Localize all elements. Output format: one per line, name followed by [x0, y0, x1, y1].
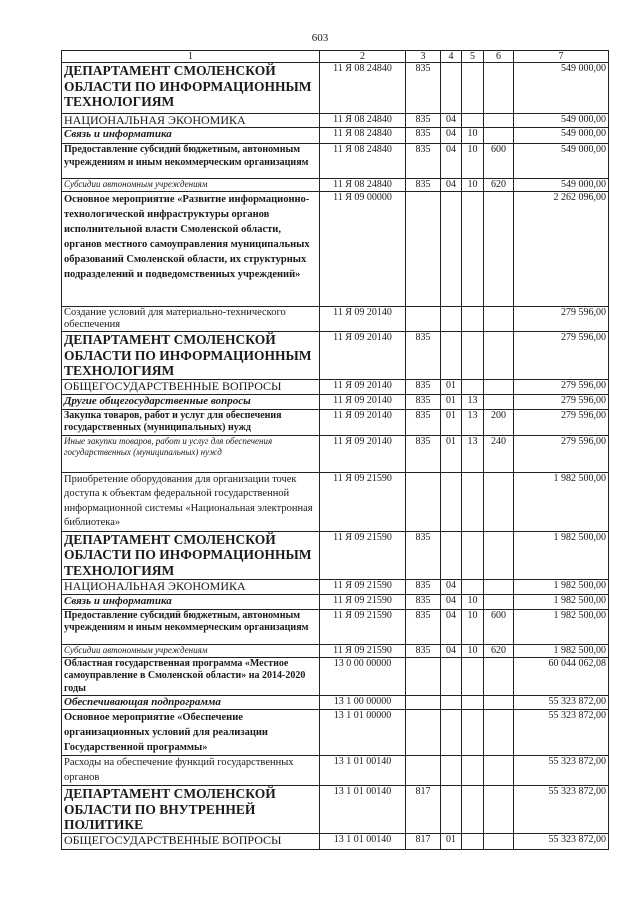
dept-code: 835: [406, 579, 441, 594]
row-name: НАЦИОНАЛЬНАЯ ЭКОНОМИКА: [62, 114, 320, 128]
dept-code: 835: [406, 379, 441, 394]
row-name: Предоставление субсидий бюджетным, автономным учреждениям и иным некоммерческим организациям: [62, 609, 320, 644]
row-name: Расходы на обеспечение функций государственных органов: [62, 756, 320, 786]
table-row: [62, 756, 609, 786]
target-code: 11 Я 08 24840: [320, 128, 406, 144]
target-code: 11 Я 09 21590: [320, 644, 406, 657]
row-name: ДЕПАРТАМЕНТ СМОЛЕНСКОЙ ОБЛАСТИ ПО ИНФОРМАЦИОННЫМ ТЕХНОЛОГИЯМ: [62, 332, 320, 380]
expense-type-code: [484, 63, 514, 114]
subsection-code: 13: [462, 409, 484, 435]
header-cell-2: 2: [320, 51, 406, 63]
amount: 279 596,00: [514, 379, 609, 394]
table-row: [62, 472, 609, 531]
expense-type-code: [484, 192, 514, 307]
table-row: [62, 332, 609, 380]
subsection-code: 10: [462, 594, 484, 609]
dept-code: [406, 307, 441, 332]
target-code: 11 Я 09 21590: [320, 531, 406, 579]
table-row: [62, 579, 609, 594]
dept-code: 835: [406, 128, 441, 144]
section-code: 04: [441, 144, 462, 179]
row-name: Областная государственная программа «Местное самоуправление в Смоленской области» на 2014-2020 годы: [62, 657, 320, 696]
amount: 55 323 872,00: [514, 696, 609, 710]
header-cell-1: 1: [62, 51, 320, 63]
amount: 55 323 872,00: [514, 756, 609, 786]
section-code: [441, 531, 462, 579]
table-row: [62, 179, 609, 192]
dept-code: 835: [406, 332, 441, 380]
amount: 279 596,00: [514, 394, 609, 409]
amount: 549 000,00: [514, 128, 609, 144]
target-code: 11 Я 09 21590: [320, 594, 406, 609]
amount: 55 323 872,00: [514, 710, 609, 756]
target-code: 13 1 00 00000: [320, 696, 406, 710]
amount: 549 000,00: [514, 114, 609, 128]
row-name: Связь и информатика: [62, 128, 320, 144]
section-code: 04: [441, 114, 462, 128]
section-code: [441, 786, 462, 834]
target-code: 11 Я 08 24840: [320, 63, 406, 114]
expense-type-code: [484, 531, 514, 579]
table-row: [62, 128, 609, 144]
section-code: [441, 332, 462, 380]
amount: 1 982 500,00: [514, 531, 609, 579]
amount: 549 000,00: [514, 144, 609, 179]
table-row: [62, 435, 609, 472]
dept-code: 817: [406, 833, 441, 849]
row-name: Закупка товаров, работ и услуг для обеспечения государственных (муниципальных) нужд: [62, 409, 320, 435]
dept-code: 817: [406, 786, 441, 834]
expense-type-code: [484, 379, 514, 394]
target-code: 11 Я 09 20140: [320, 409, 406, 435]
row-name: НАЦИОНАЛЬНАЯ ЭКОНОМИКА: [62, 579, 320, 594]
target-code: 13 1 01 00140: [320, 756, 406, 786]
expense-type-code: [484, 657, 514, 696]
row-name: ДЕПАРТАМЕНТ СМОЛЕНСКОЙ ОБЛАСТИ ПО ВНУТРЕННЕЙ ПОЛИТИКЕ: [62, 786, 320, 834]
subsection-code: [462, 833, 484, 849]
expense-type-code: 600: [484, 609, 514, 644]
expense-type-code: [484, 594, 514, 609]
amount: 1 982 500,00: [514, 644, 609, 657]
row-name: Создание условий для материально-технического обеспечения: [62, 307, 320, 332]
subsection-code: [462, 472, 484, 531]
section-code: 04: [441, 579, 462, 594]
target-code: 13 0 00 00000: [320, 657, 406, 696]
row-name: Другие общегосударственные вопросы: [62, 394, 320, 409]
expense-type-code: [484, 756, 514, 786]
row-name: ОБЩЕГОСУДАРСТВЕННЫЕ ВОПРОСЫ: [62, 379, 320, 394]
header-cell-7: 7: [514, 51, 609, 63]
dept-code: 835: [406, 435, 441, 472]
dept-code: 835: [406, 144, 441, 179]
subsection-code: [462, 786, 484, 834]
table-row: [62, 409, 609, 435]
budget-table: [61, 50, 609, 850]
subsection-code: 10: [462, 644, 484, 657]
section-code: 01: [441, 379, 462, 394]
expense-type-code: [484, 307, 514, 332]
section-code: [441, 472, 462, 531]
amount: 1 982 500,00: [514, 594, 609, 609]
row-name: Субсидии автономным учреждениям: [62, 644, 320, 657]
section-code: 04: [441, 594, 462, 609]
table-row: [62, 307, 609, 332]
amount: 549 000,00: [514, 179, 609, 192]
row-name: Иные закупки товаров, работ и услуг для обеспечения государственных (муниципальных) нужд: [62, 435, 320, 472]
table-row: [62, 833, 609, 849]
target-code: 13 1 01 00140: [320, 833, 406, 849]
target-code: 11 Я 08 24840: [320, 144, 406, 179]
target-code: 13 1 01 00000: [320, 710, 406, 756]
dept-code: 835: [406, 644, 441, 657]
subsection-code: [462, 696, 484, 710]
expense-type-code: [484, 710, 514, 756]
expense-type-code: [484, 128, 514, 144]
amount: 279 596,00: [514, 409, 609, 435]
table-row: [62, 394, 609, 409]
table-row: [62, 192, 609, 307]
amount: 1 982 500,00: [514, 579, 609, 594]
subsection-code: 10: [462, 144, 484, 179]
section-code: [441, 192, 462, 307]
row-name: ДЕПАРТАМЕНТ СМОЛЕНСКОЙ ОБЛАСТИ ПО ИНФОРМАЦИОННЫМ ТЕХНОЛОГИЯМ: [62, 63, 320, 114]
expense-type-code: [484, 786, 514, 834]
table-row: [62, 379, 609, 394]
amount: 55 323 872,00: [514, 833, 609, 849]
target-code: 11 Я 09 20140: [320, 379, 406, 394]
section-code: 04: [441, 609, 462, 644]
dept-code: [406, 657, 441, 696]
budget-table-body: [62, 51, 609, 850]
expense-type-code: 240: [484, 435, 514, 472]
expense-type-code: [484, 833, 514, 849]
section-code: [441, 756, 462, 786]
subsection-code: 10: [462, 179, 484, 192]
target-code: 11 Я 08 24840: [320, 179, 406, 192]
target-code: 11 Я 09 20140: [320, 394, 406, 409]
table-row: [62, 114, 609, 128]
subsection-code: [462, 710, 484, 756]
row-name: Предоставление субсидий бюджетным, автономным учреждениям и иным некоммерческим организациям: [62, 144, 320, 179]
section-code: 04: [441, 128, 462, 144]
expense-type-code: 200: [484, 409, 514, 435]
amount: 55 323 872,00: [514, 786, 609, 834]
dept-code: [406, 696, 441, 710]
row-name: ДЕПАРТАМЕНТ СМОЛЕНСКОЙ ОБЛАСТИ ПО ИНФОРМАЦИОННЫМ ТЕХНОЛОГИЯМ: [62, 531, 320, 579]
row-name: Основное мероприятие «Обеспечение организационных условий для реализации Государственной программы»: [62, 710, 320, 756]
target-code: 11 Я 09 20140: [320, 307, 406, 332]
subsection-code: [462, 307, 484, 332]
dept-code: 835: [406, 609, 441, 644]
subsection-code: [462, 332, 484, 380]
dept-code: [406, 472, 441, 531]
expense-type-code: [484, 114, 514, 128]
section-code: [441, 657, 462, 696]
subsection-code: 10: [462, 128, 484, 144]
table-row: [62, 594, 609, 609]
subsection-code: [462, 192, 484, 307]
amount: 279 596,00: [514, 307, 609, 332]
subsection-code: [462, 756, 484, 786]
expense-type-code: [484, 472, 514, 531]
target-code: 11 Я 09 20140: [320, 332, 406, 380]
header-cell-5: 5: [462, 51, 484, 63]
section-code: [441, 307, 462, 332]
subsection-code: 13: [462, 394, 484, 409]
expense-type-code: 600: [484, 144, 514, 179]
dept-code: [406, 710, 441, 756]
dept-code: [406, 192, 441, 307]
amount: 279 596,00: [514, 332, 609, 380]
amount: 1 982 500,00: [514, 609, 609, 644]
table-row: [62, 63, 609, 114]
subsection-code: [462, 114, 484, 128]
dept-code: 835: [406, 63, 441, 114]
table-row: [62, 710, 609, 756]
target-code: 11 Я 09 21590: [320, 609, 406, 644]
header-cell-6: 6: [484, 51, 514, 63]
expense-type-code: 620: [484, 179, 514, 192]
target-code: 11 Я 09 21590: [320, 579, 406, 594]
expense-type-code: [484, 696, 514, 710]
section-code: 01: [441, 435, 462, 472]
amount: 279 596,00: [514, 435, 609, 472]
row-name: ОБЩЕГОСУДАРСТВЕННЫЕ ВОПРОСЫ: [62, 833, 320, 849]
dept-code: 835: [406, 114, 441, 128]
expense-type-code: [484, 394, 514, 409]
dept-code: 835: [406, 179, 441, 192]
dept-code: 835: [406, 531, 441, 579]
section-code: 01: [441, 833, 462, 849]
subsection-code: [462, 579, 484, 594]
section-code: 04: [441, 179, 462, 192]
row-name: Приобретение оборудования для организации точек доступа к объектам федеральной государственной информационной системы «Национальная электронная библиотека»: [62, 472, 320, 531]
target-code: 11 Я 09 21590: [320, 472, 406, 531]
section-code: 01: [441, 409, 462, 435]
section-code: [441, 710, 462, 756]
dept-code: [406, 756, 441, 786]
dept-code: 835: [406, 594, 441, 609]
page-number: 603: [311, 32, 329, 44]
target-code: 11 Я 08 24840: [320, 114, 406, 128]
amount: 549 000,00: [514, 63, 609, 114]
section-code: [441, 696, 462, 710]
table-row: [62, 531, 609, 579]
amount: 60 044 062,08: [514, 657, 609, 696]
subsection-code: [462, 657, 484, 696]
subsection-code: 10: [462, 609, 484, 644]
section-code: [441, 63, 462, 114]
target-code: 11 Я 09 20140: [320, 435, 406, 472]
table-row: [62, 696, 609, 710]
subsection-code: 13: [462, 435, 484, 472]
table-row: [62, 644, 609, 657]
dept-code: 835: [406, 409, 441, 435]
table-row: [62, 144, 609, 179]
amount: 2 262 096,00: [514, 192, 609, 307]
subsection-code: [462, 63, 484, 114]
expense-type-code: [484, 579, 514, 594]
subsection-code: [462, 379, 484, 394]
header-cell-3: 3: [406, 51, 441, 63]
section-code: 04: [441, 644, 462, 657]
table-row: [62, 609, 609, 644]
table-row: [62, 657, 609, 696]
expense-type-code: 620: [484, 644, 514, 657]
row-name: Связь и информатика: [62, 594, 320, 609]
amount: 1 982 500,00: [514, 472, 609, 531]
subsection-code: [462, 531, 484, 579]
row-name: Субсидии автономным учреждениям: [62, 179, 320, 192]
target-code: 11 Я 09 00000: [320, 192, 406, 307]
target-code: 13 1 01 00140: [320, 786, 406, 834]
header-cell-4: 4: [441, 51, 462, 63]
row-name: Обеспечивающая подпрограмма: [62, 696, 320, 710]
expense-type-code: [484, 332, 514, 380]
dept-code: 835: [406, 394, 441, 409]
header-row: [62, 51, 609, 63]
row-name: Основное мероприятие «Развитие информационно-технологической инфраструктуры органов исполнительной власти Смоленской области, органов местного самоуправления муниципальных образований Смоленской области, их структурных подразделений и подведомственных учреждений»: [62, 192, 320, 307]
section-code: 01: [441, 394, 462, 409]
table-row: [62, 786, 609, 834]
